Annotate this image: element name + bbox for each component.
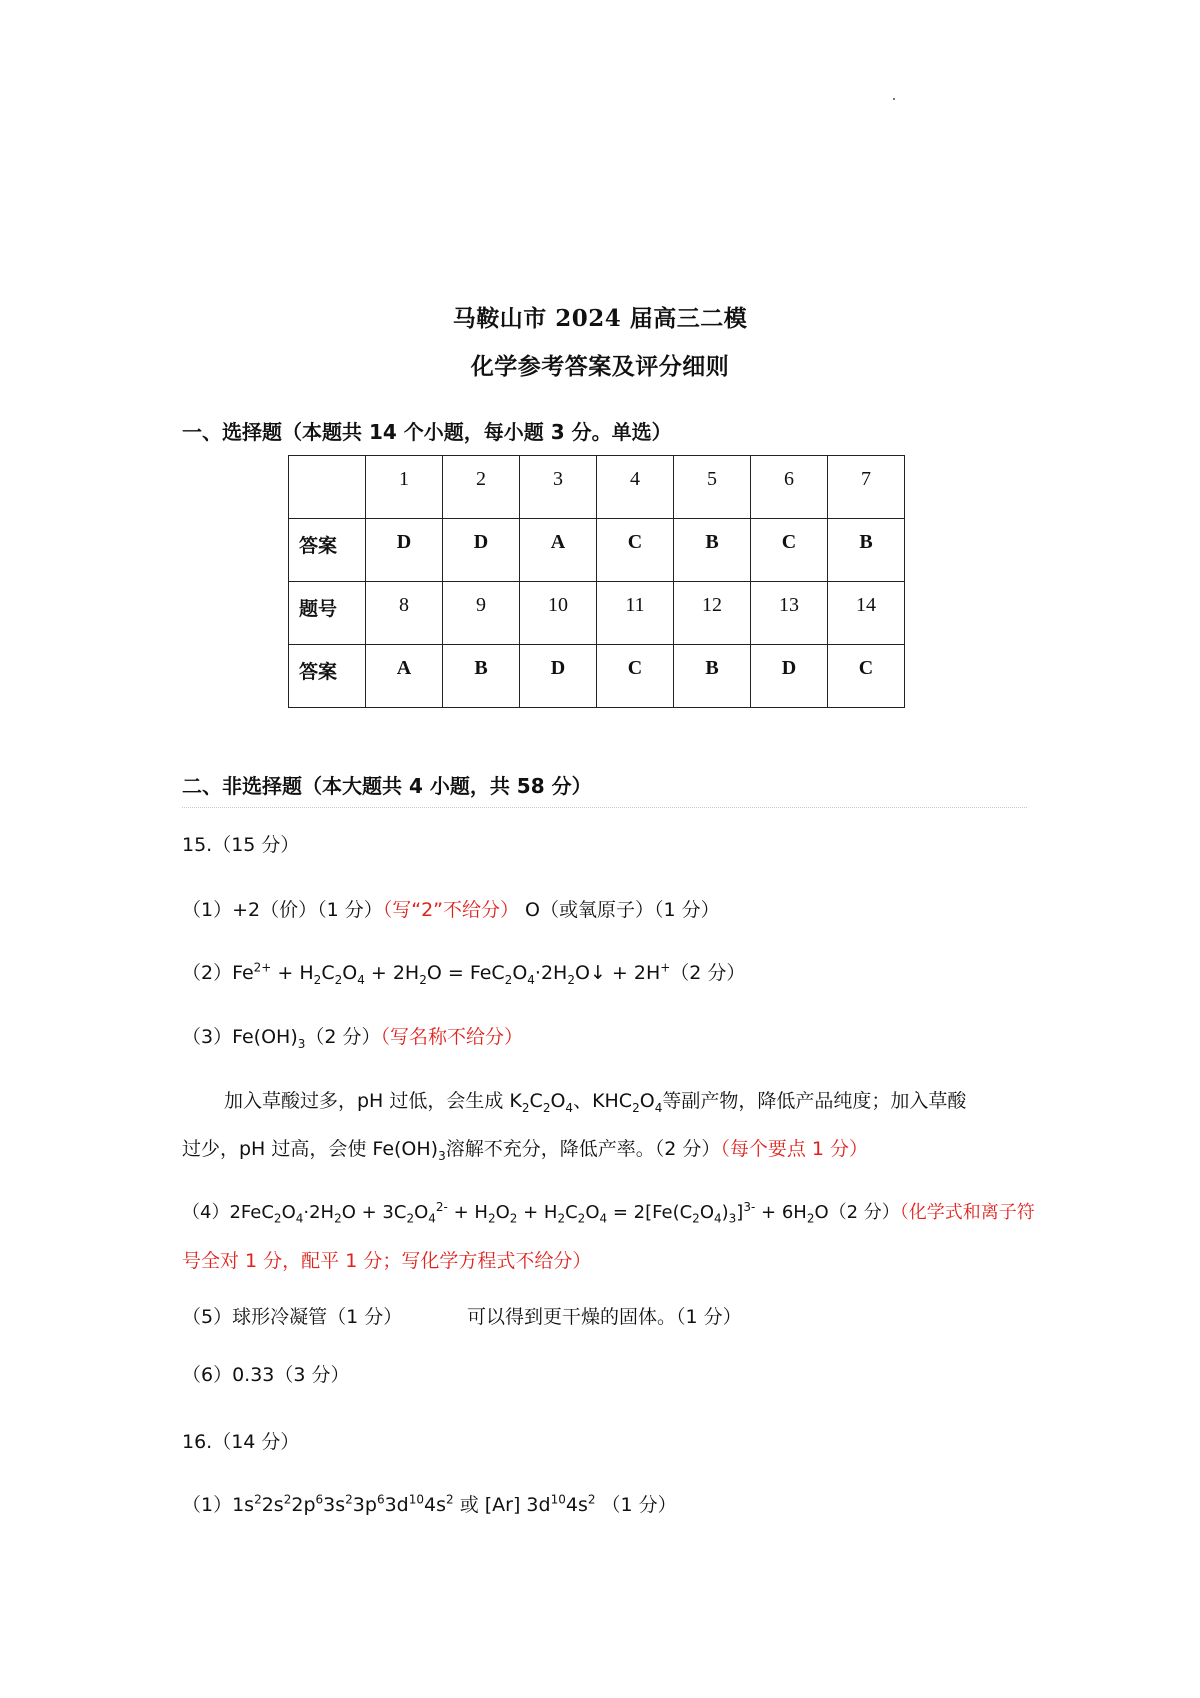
text: 3s <box>323 1494 346 1516</box>
table-cell <box>289 456 366 519</box>
sub: 2 <box>542 1100 551 1115</box>
text: = 2[Fe(C <box>607 1202 693 1223</box>
table-row <box>289 582 905 645</box>
text: （2 分） <box>670 962 746 984</box>
text: + H <box>517 1202 558 1223</box>
text: 4s <box>565 1494 588 1516</box>
sub: 2 <box>692 1211 700 1226</box>
sub: 3 <box>297 1036 306 1051</box>
sub: 2 <box>487 1211 496 1226</box>
answer-table <box>288 455 905 708</box>
sup: 2 <box>283 1492 292 1507</box>
table-cell: C <box>751 519 828 582</box>
text: O <box>639 1090 655 1112</box>
sub: 4 <box>654 1100 663 1115</box>
q16-label: 16.（14 分） <box>182 1431 300 1453</box>
sup: 2+ <box>253 960 272 975</box>
q15-label: 15.（15 分） <box>182 834 300 856</box>
text: （2）Fe <box>182 962 254 984</box>
text: 等副产物，降低产品纯度；加入草酸 <box>662 1090 967 1112</box>
q15-part3-explanation-line1 <box>224 1086 966 1113</box>
text: + H <box>271 962 314 984</box>
grading-note: （写“2”不给分） <box>382 899 520 921</box>
q15-part5-a: （5）球形冷凝管（1 分） <box>182 1306 403 1328</box>
sup: 3- <box>743 1200 756 1214</box>
table-cell: 题号 <box>289 582 366 645</box>
document-subtitle: 化学参考答案及评分细则 <box>470 353 730 380</box>
sub: 2 <box>334 972 343 987</box>
table-row <box>289 456 905 519</box>
q15-part4-grading-note: 号全对 1 分，配平 1 分；写化学方程式不给分） <box>182 1250 592 1272</box>
sup: 2 <box>345 1492 353 1507</box>
sup: 2 <box>446 1492 454 1507</box>
text: + 2H <box>364 962 420 984</box>
text: （1）+2（价）（1 分） <box>182 899 383 921</box>
table-cell: 1 <box>366 456 443 519</box>
text: O <box>699 1202 714 1223</box>
text: O <box>414 1202 429 1223</box>
text: 加入草酸过多，pH 过低，会生成 K <box>224 1090 522 1112</box>
text: ·2H <box>303 1202 335 1223</box>
text: 或 [Ar] 3d <box>453 1494 551 1516</box>
sup: 6 <box>315 1492 324 1507</box>
table-cell: 14 <box>828 582 905 645</box>
q15-part2-equation <box>182 958 745 985</box>
text: C <box>529 1090 543 1112</box>
sup: 2 <box>254 1492 262 1507</box>
table-cell: C <box>597 519 674 582</box>
text: C <box>321 962 335 984</box>
grading-note: （化学式和离子符 <box>899 1202 1035 1223</box>
text: O <box>512 962 528 984</box>
sub: 2 <box>632 1100 640 1115</box>
sub: 4 <box>527 972 535 987</box>
text: + H <box>447 1202 488 1223</box>
table-cell: 6 <box>751 456 828 519</box>
table-cell: 5 <box>674 456 751 519</box>
table-cell: 4 <box>597 456 674 519</box>
text: O（2 分） <box>814 1202 900 1223</box>
text: 4s <box>424 1494 447 1516</box>
q15-part6: （6）0.33（3 分） <box>182 1364 350 1386</box>
sub: 2 <box>521 1100 530 1115</box>
sub: 2 <box>406 1211 415 1226</box>
text: 2s <box>261 1494 284 1516</box>
q15-part5-b: 可以得到更干燥的固体。（1 分） <box>467 1306 742 1328</box>
text: ) <box>721 1202 729 1223</box>
sub: 2 <box>334 1211 342 1226</box>
table-cell: B <box>443 645 520 708</box>
text: O↓ + 2H <box>574 962 661 984</box>
sup: 2 <box>587 1492 596 1507</box>
text: ] <box>736 1202 744 1223</box>
table-cell: 9 <box>443 582 520 645</box>
sub: 2 <box>509 1211 518 1226</box>
text: O <box>550 1090 566 1112</box>
grading-note: （写名称不给分） <box>380 1026 524 1048</box>
table-cell: 3 <box>520 456 597 519</box>
sub: 2 <box>419 972 427 987</box>
sub: 2 <box>577 1211 586 1226</box>
sub: 2 <box>567 972 575 987</box>
text: （1 分） <box>595 1494 677 1516</box>
sub: 2 <box>313 972 322 987</box>
text: O <box>281 1202 296 1223</box>
text: + 6H <box>755 1202 807 1223</box>
table-cell: B <box>674 645 751 708</box>
table-cell: 答案 <box>289 519 366 582</box>
table-cell: 7 <box>828 456 905 519</box>
text: 2p <box>291 1494 316 1516</box>
sub: 2 <box>557 1211 566 1226</box>
sup: 10 <box>550 1492 566 1507</box>
sub: 4 <box>357 972 365 987</box>
table-cell: A <box>520 519 597 582</box>
sub: 4 <box>713 1211 722 1226</box>
text: C <box>565 1202 578 1223</box>
text: O（或氧原子）（1 分） <box>519 899 720 921</box>
text: 过少，pH 过高，会使 Fe(OH) <box>182 1138 439 1160</box>
text: （2 分） <box>305 1026 381 1048</box>
text: 、KHC <box>573 1090 633 1112</box>
section1-heading: 一、选择题（本题共 14 个小题，每小题 3 分。单选） <box>182 420 672 444</box>
text: 3p <box>352 1494 377 1516</box>
text: （3）Fe(OH) <box>182 1026 298 1048</box>
document-title: 马鞍山市 2024 届高三二模 <box>452 305 748 332</box>
q15-part3-explanation-line2 <box>182 1134 868 1161</box>
grading-note: （每个要点 1 分） <box>720 1138 869 1160</box>
text: ·2H <box>534 962 568 984</box>
table-cell: 10 <box>520 582 597 645</box>
table-cell: D <box>366 519 443 582</box>
stray-dot <box>893 98 895 100</box>
sub: 4 <box>428 1211 436 1226</box>
text: 溶解不充分，降低产率。（2 分） <box>445 1138 721 1160</box>
sup: 6 <box>376 1492 385 1507</box>
table-cell: 2 <box>443 456 520 519</box>
table-cell: 答案 <box>289 645 366 708</box>
text: O <box>495 1202 510 1223</box>
table-cell: 12 <box>674 582 751 645</box>
table-cell: D <box>751 645 828 708</box>
table-row <box>289 519 905 582</box>
q16-part1-electron-config <box>182 1490 677 1517</box>
sup: 2- <box>435 1200 448 1214</box>
sub: 2 <box>273 1211 282 1226</box>
text: O <box>585 1202 600 1223</box>
table-cell: C <box>597 645 674 708</box>
table-cell: 8 <box>366 582 443 645</box>
sub: 2 <box>504 972 513 987</box>
table-cell: D <box>443 519 520 582</box>
dotted-divider <box>182 807 1027 808</box>
text: （4）2FeC <box>182 1202 274 1223</box>
text: 3d <box>384 1494 409 1516</box>
q15-part4-equation <box>182 1198 1035 1224</box>
table-cell: B <box>674 519 751 582</box>
sub: 2 <box>806 1211 815 1226</box>
sub: 3 <box>438 1148 446 1163</box>
section2-heading: 二、非选择题（本大题共 4 小题，共 58 分） <box>182 774 592 798</box>
table-cell: A <box>366 645 443 708</box>
sub: 4 <box>565 1100 574 1115</box>
text: O + 3C <box>341 1202 407 1223</box>
sub: 4 <box>599 1211 608 1226</box>
sub: 4 <box>295 1211 304 1226</box>
table-row <box>289 645 905 708</box>
text: （1）1s <box>182 1494 255 1516</box>
q15-part3 <box>182 1022 523 1049</box>
sup: + <box>660 960 671 975</box>
table-cell: C <box>828 645 905 708</box>
table-cell: 13 <box>751 582 828 645</box>
q15-part1 <box>182 895 720 922</box>
sub: 3 <box>728 1211 737 1226</box>
table-cell: D <box>520 645 597 708</box>
table-cell: 11 <box>597 582 674 645</box>
text: O = FeC <box>426 962 505 984</box>
table-cell: B <box>828 519 905 582</box>
sup: 10 <box>408 1492 425 1507</box>
text: O <box>342 962 358 984</box>
